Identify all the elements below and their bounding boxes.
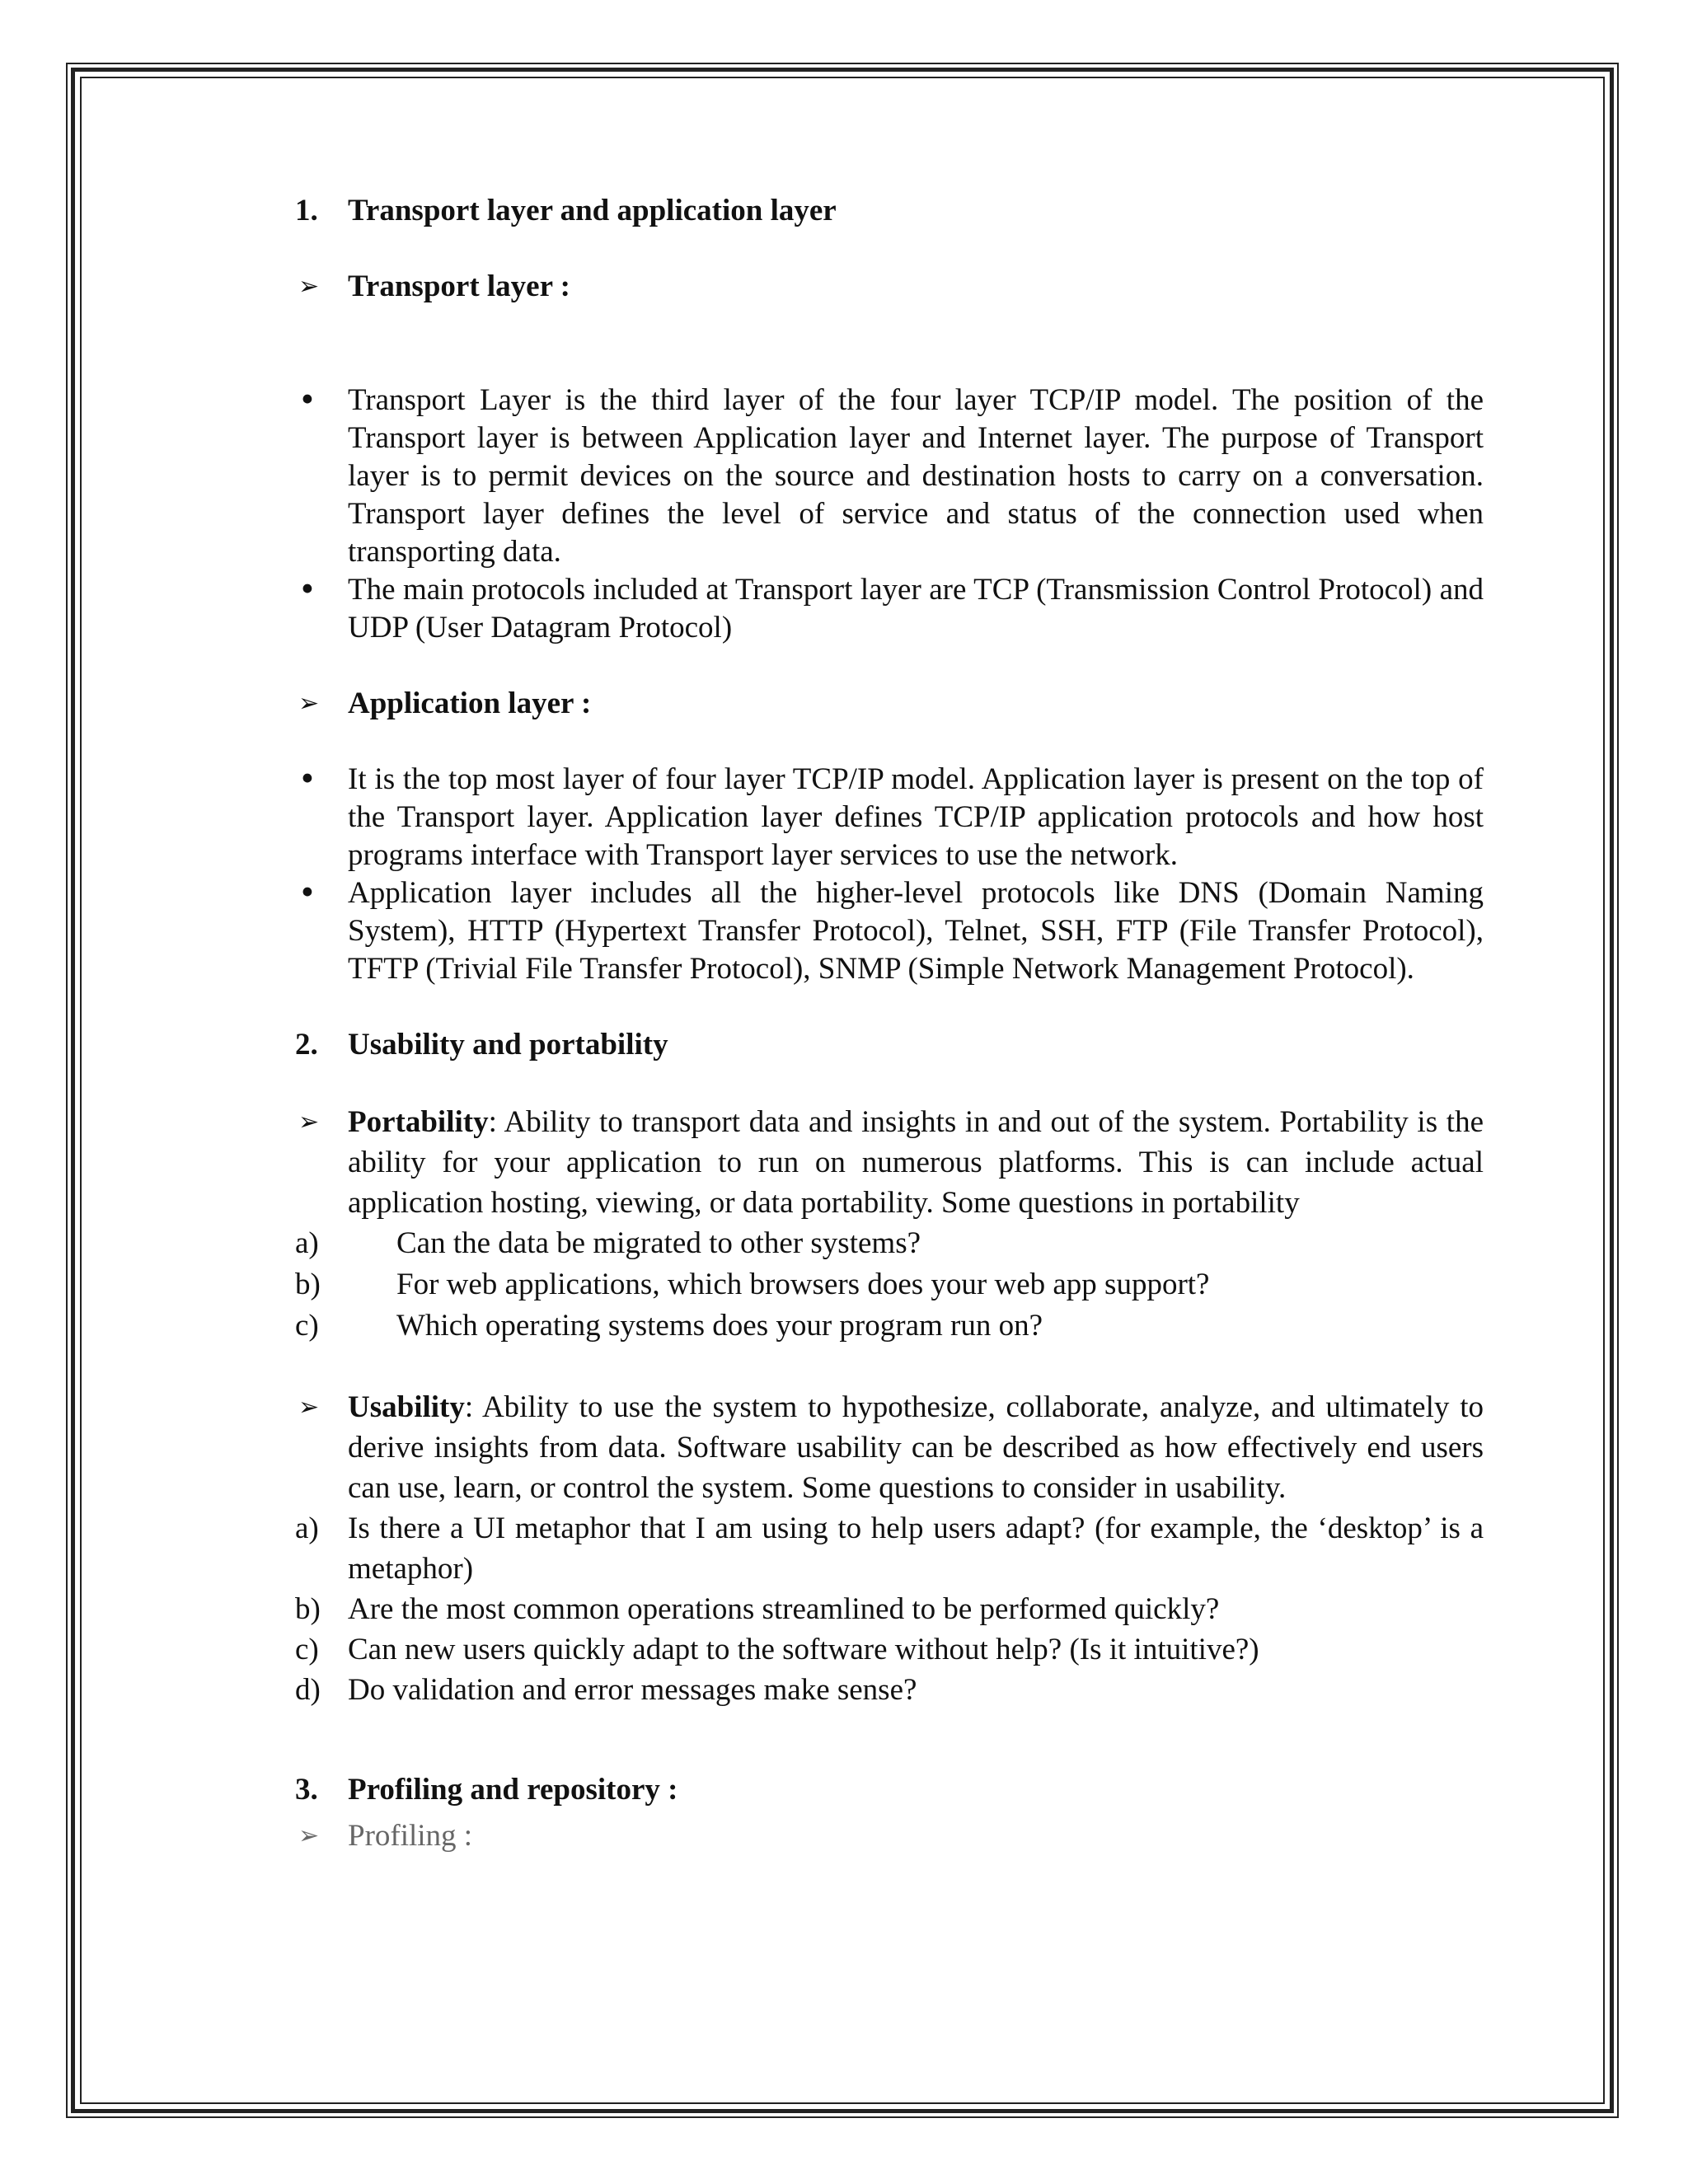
section-1-number: 1. — [295, 194, 318, 227]
arrow-bullet-icon: ➢ — [298, 1393, 320, 1422]
arrow-bullet-icon: ➢ — [298, 689, 320, 718]
portability-term: Portability — [348, 1105, 489, 1139]
section-3-title: Profiling and repository : — [348, 1773, 678, 1807]
list-item: • Application layer includes all the higher-level protocols like DNS (Domain Naming System), HTTP (Hypertext Transfer Protocol), Telnet, SSH, FTP (File Transfer Protocol), TFTP (Trivial File Transfer Protocol), SNMP (Simple Network Management Protocol). — [298, 875, 1484, 986]
list-item: • Transport Layer is the third layer of the four layer TCP/IP model. The position of the Transport layer is between Application layer and Internet layer. The purpose of Transport layer is to permit devices on the source and destination hosts to carry on a conversation. Transport layer defines the level of service and status of the connection used when transporting data. — [298, 382, 1484, 569]
list-item: b) Are the most common operations streamlined to be performed quickly? — [295, 1592, 1220, 1626]
section-2-heading — [293, 1026, 1484, 1064]
usability-text: : Ability to use the system to hypothesize, collaborate, analyze, and ultimately to derive insights from data. Software usability can be described as how effectively end users can use, learn, or control the system. Some questions to consider in usability. — [348, 1390, 1484, 1505]
portability-paragraph — [293, 1102, 1484, 1223]
arrow-bullet-icon: ➢ — [298, 1108, 320, 1137]
usability-term: Usability — [348, 1390, 465, 1424]
transport-layer-heading — [293, 268, 1484, 306]
profiling-title: Profiling : — [348, 1819, 473, 1853]
bullet-dot-icon: • — [298, 572, 316, 607]
usability-questions — [293, 1508, 1484, 1710]
section-1-heading — [293, 192, 1484, 230]
portability-text: : Ability to transport data and insights in and out of the system. Portability is the ability for your application to run on numerous platforms. This is can include actual application hosting, viewing, or data portability. Some questions in portability — [348, 1105, 1484, 1220]
document-content — [293, 192, 1484, 1855]
list-item: a) Can the data be migrated to other systems? — [295, 1226, 921, 1260]
application-layer-heading — [293, 685, 1484, 723]
transport-layer-title: Transport layer : — [348, 269, 570, 303]
list-item: • It is the top most layer of four layer TCP/IP model. Application layer is present on the top of the Transport layer. Application layer defines TCP/IP application protocols and how host programs interface with Transport layer services to use the network. — [298, 762, 1484, 872]
bullet-dot-icon: • — [298, 762, 316, 797]
bullet-dot-icon: • — [298, 875, 316, 911]
arrow-bullet-icon: ➢ — [298, 272, 320, 301]
section-1-title: Transport layer and application layer — [348, 194, 837, 227]
list-item: a) Is there a UI metaphor that I am using to help users adapt? (for example, the ‘desktop’ is a metaphor) — [295, 1511, 1484, 1586]
profiling-heading — [293, 1817, 1484, 1855]
bullet-dot-icon: • — [298, 382, 316, 418]
list-item: c) Which operating systems does your program run on? — [295, 1309, 1043, 1343]
section-2-number: 2. — [295, 1028, 318, 1062]
arrow-bullet-icon: ➢ — [298, 1821, 320, 1850]
list-item: c) Can new users quickly adapt to the software without help? (Is it intuitive?) — [295, 1633, 1259, 1666]
section-2-title: Usability and portability — [348, 1028, 668, 1062]
application-layer-title: Application layer : — [348, 687, 592, 720]
list-item: d) Do validation and error messages make sense? — [295, 1673, 917, 1707]
section-3-heading — [293, 1771, 1484, 1809]
list-item: b) For web applications, which browsers does your web app support? — [295, 1268, 1210, 1301]
list-item: • The main protocols included at Transport layer are TCP (Transmission Control Protocol) and UDP (User Datagram Protocol) — [298, 572, 1484, 644]
section-3-number: 3. — [295, 1773, 318, 1807]
application-layer-bullets — [293, 761, 1484, 988]
transport-layer-bullets — [293, 382, 1484, 647]
usability-paragraph — [293, 1387, 1484, 1508]
portability-questions — [293, 1223, 1484, 1347]
